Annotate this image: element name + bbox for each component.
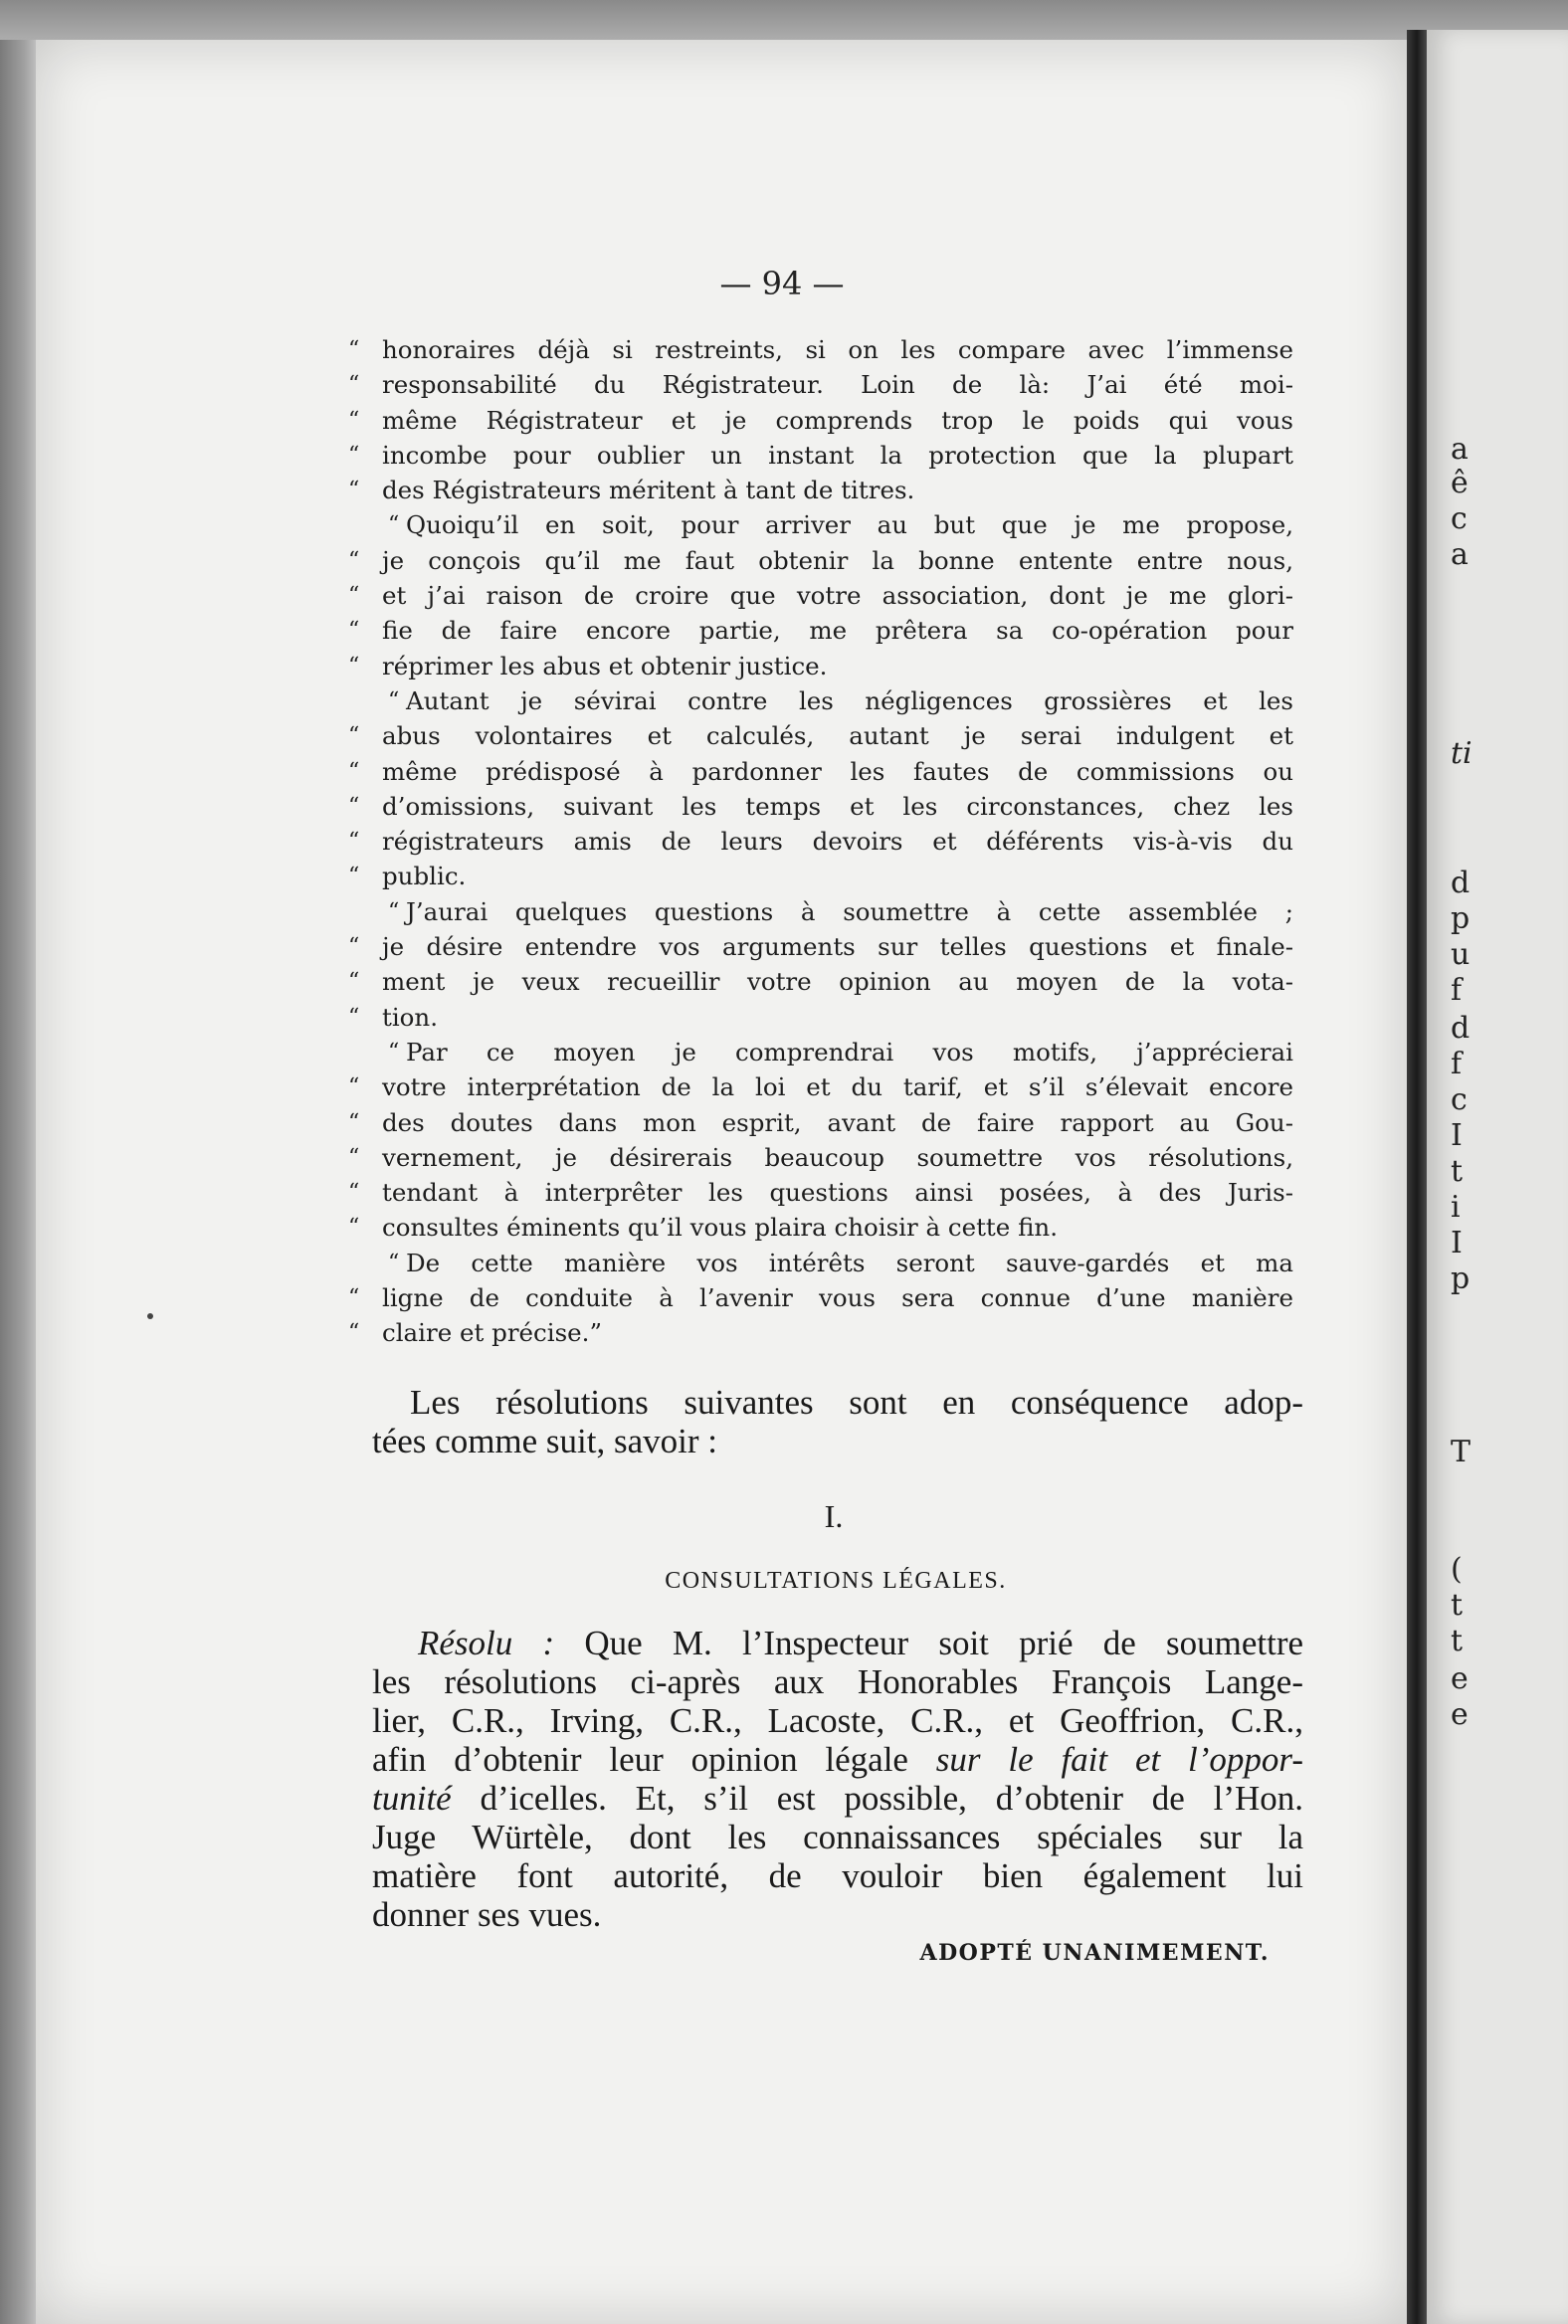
facing-page-letter: I (1451, 1118, 1463, 1153)
quote-mark: “ (348, 1004, 360, 1030)
quote-line (348, 894, 1293, 929)
facing-page-letter: t (1451, 1624, 1464, 1658)
section-heading: CONSULTATIONS LÉGALES. (665, 1568, 1007, 1594)
resolution-line (372, 1740, 1303, 1779)
facing-page-letter: ti (1451, 736, 1472, 771)
quote-line (348, 964, 1293, 999)
quote-text: ligne de conduite à l’avenir vous sera connue d’une manière (382, 1283, 1293, 1313)
quote-mark: “ (348, 793, 360, 819)
quote-line (348, 754, 1293, 789)
page-number: — 94 — (719, 265, 845, 302)
facing-page-letter: e (1451, 1661, 1469, 1696)
quote-mark: “ (348, 934, 360, 960)
resolution-text: afin d’obtenir leur opinion légale (372, 1740, 908, 1779)
quote-text: d’omissions, suivant les temps et les circonstances, chez les (382, 791, 1293, 821)
facing-page-letter: p (1451, 1261, 1470, 1296)
quote-mark: “ (388, 512, 400, 538)
facing-page-letter: c (1451, 501, 1468, 536)
resolution-paragraph (372, 1624, 1303, 1934)
quote-mark: “ (348, 442, 360, 468)
quote-line (348, 507, 1293, 542)
quote-line (348, 929, 1293, 964)
quote-text: consultes éminents qu’il vous plaira choisir à cette fin. (382, 1213, 1058, 1243)
facing-page-letter: a (1451, 432, 1469, 467)
quote-mark: “ (348, 618, 360, 644)
adopted-label: ADOPTÉ UNANIMEMENT. (919, 1940, 1270, 1966)
quote-text: même Régistrateur et je comprends trop le poids qui vous (382, 405, 1293, 435)
quote-text: Autant je sévirai contre les négligences grossières et les (406, 685, 1293, 715)
quote-line (348, 438, 1293, 473)
quote-line (348, 1315, 1293, 1350)
facing-page-letter: i (1451, 1190, 1461, 1225)
resolution-text: Que M. l’Inspecteur soit prié de soumettre (584, 1624, 1304, 1662)
facing-page-letter: a (1451, 537, 1469, 572)
facing-page-letter: d (1451, 866, 1470, 900)
quote-line (348, 824, 1293, 859)
quote-line (348, 1105, 1293, 1140)
quote-line (348, 473, 1293, 507)
facing-page-letter: t (1451, 1588, 1464, 1623)
resolution-italic: tunité (372, 1779, 452, 1818)
quote-line (348, 367, 1293, 402)
quote-mark: “ (348, 337, 360, 362)
quote-mark: “ (348, 547, 360, 573)
quote-mark: “ (348, 723, 360, 749)
resolution-italic: sur le fait et l’oppor- (935, 1740, 1304, 1779)
quote-mark: “ (348, 829, 360, 855)
quote-line (348, 403, 1293, 438)
quote-text: même prédisposé à pardonner les fautes de commissions ou (382, 756, 1293, 786)
facing-page-letter: ê (1451, 466, 1469, 500)
quote-line (348, 1140, 1293, 1175)
book-left-edge (0, 40, 40, 2324)
facing-page-letter: u (1451, 937, 1470, 972)
quote-text: public. (382, 862, 467, 891)
facing-page-edge (1427, 30, 1568, 2324)
quote-text: vernement, je désirerais beaucoup soumettre vos résolutions, (382, 1142, 1293, 1172)
quote-text: responsabilité du Régistrateur. Loin de là: J’ai été moi- (382, 370, 1293, 400)
resolutions-intro (372, 1383, 1303, 1460)
resolution-line: lier, C.R., Irving, C.R., Lacoste, C.R., et Geoffrion, C.R., (372, 1701, 1303, 1740)
resolution-line (372, 1624, 1303, 1662)
resolution-line: les résolutions ci-après aux Honorables François Lange- (372, 1662, 1303, 1701)
quote-text: des doutes dans mon esprit, avant de faire rapport au Gou- (382, 1107, 1293, 1137)
facing-page-letter: T (1451, 1435, 1471, 1469)
quote-mark: “ (348, 372, 360, 398)
facing-page-letter: f (1451, 973, 1463, 1008)
quote-text: Par ce moyen je comprendrai vos motifs, j’apprécierai (406, 1037, 1293, 1066)
quote-mark: “ (348, 478, 360, 503)
quote-mark: “ (348, 1320, 360, 1346)
quote-mark: “ (388, 687, 400, 713)
intro-line: Les résolutions suivantes sont en conséquence adop- (410, 1383, 1303, 1422)
facing-page-letter: t (1451, 1154, 1464, 1189)
quote-mark: “ (348, 1074, 360, 1100)
quote-text: De cette manière vos intérêts seront sauve-gardés et ma (406, 1248, 1293, 1277)
quote-mark: “ (348, 1144, 360, 1170)
quote-text: régistrateurs amis de leurs devoirs et déférents vis-à-vis du (382, 827, 1293, 857)
quote-text: et j’ai raison de croire que votre association, dont je me glori- (382, 581, 1293, 611)
quote-line (348, 859, 1293, 893)
quote-mark: “ (348, 583, 360, 609)
quote-line (348, 578, 1293, 613)
quote-line (348, 683, 1293, 718)
resolution-line: donner ses vues. (372, 1895, 602, 1934)
quote-mark: “ (348, 1109, 360, 1135)
quote-text: tion. (382, 1002, 438, 1032)
quote-text: fie de faire encore partie, me prêtera sa co-opération pour (382, 616, 1293, 646)
facing-page-letter: f (1451, 1047, 1463, 1081)
quote-mark: “ (388, 1039, 400, 1065)
quote-text: ment je veux recueillir votre opinion au moyen de la vota- (382, 967, 1293, 997)
scan-speck (147, 1313, 153, 1319)
resolution-line: Juge Würtèle, dont les connaissances spéciales sur la (372, 1818, 1303, 1856)
quote-text: Quoiqu’il en soit, pour arriver au but que je me propose, (406, 510, 1293, 540)
quote-text: abus volontaires et calculés, autant je serai indulgent et (382, 721, 1293, 751)
quote-line (348, 1246, 1293, 1280)
quote-mark: “ (348, 1285, 360, 1311)
facing-page-letter: e (1451, 1697, 1469, 1732)
quote-mark: “ (348, 1215, 360, 1241)
resolution-text: d’icelles. Et, s’il est possible, d’obtenir de l’Hon. (480, 1779, 1304, 1818)
scan-top-edge (0, 0, 1568, 44)
quote-line (348, 332, 1293, 367)
quote-line (348, 1035, 1293, 1069)
quote-mark: “ (348, 969, 360, 995)
quote-mark: “ (348, 758, 360, 784)
quote-mark: “ (348, 653, 360, 678)
quote-line (348, 718, 1293, 753)
quote-line (348, 649, 1293, 683)
facing-page-letter: I (1451, 1226, 1463, 1260)
quote-text: je conçois qu’il me faut obtenir la bonne entente entre nous, (382, 545, 1293, 575)
resolution-line (372, 1779, 1303, 1818)
quote-text: des Régistrateurs méritent à tant de titres. (382, 476, 915, 505)
quote-mark: “ (388, 1250, 400, 1275)
facing-page-letter: p (1451, 901, 1470, 936)
resolution-line: matière font autorité, de vouloir bien également lui (372, 1856, 1303, 1895)
quote-line (348, 1069, 1293, 1104)
quote-line (348, 1280, 1293, 1315)
section-number: I. (824, 1498, 844, 1534)
quote-text: claire et précise.” (382, 1318, 602, 1348)
quote-text: honoraires déjà si restreints, si on les compare avec l’immense (382, 335, 1293, 364)
quote-line (348, 1000, 1293, 1035)
quote-text: votre interprétation de la loi et du tarif, et s’il s’élevait encore (382, 1072, 1293, 1102)
quote-line (348, 613, 1293, 648)
quote-line (348, 1175, 1293, 1210)
facing-page-letter: ( (1451, 1552, 1463, 1587)
quote-mark: “ (388, 898, 400, 924)
quote-text: je désire entendre vos arguments sur telles questions et finale- (382, 932, 1293, 962)
quote-line (348, 789, 1293, 824)
book-gutter (1407, 30, 1427, 2324)
quote-line (348, 1210, 1293, 1245)
resolution-label: Résolu : (418, 1624, 555, 1662)
intro-line: tées comme suit, savoir : (372, 1422, 718, 1460)
quote-text: réprimer les abus et obtenir justice. (382, 651, 828, 680)
quote-mark: “ (348, 864, 360, 889)
facing-page-letter: c (1451, 1082, 1468, 1117)
quoted-speech (348, 332, 1293, 1351)
quote-mark: “ (348, 1180, 360, 1206)
quote-line (348, 543, 1293, 578)
quote-mark: “ (348, 407, 360, 433)
facing-page-letter: d (1451, 1011, 1470, 1046)
quote-text: tendant à interprêter les questions ainsi posées, à des Juris- (382, 1178, 1293, 1208)
quote-text: incombe pour oublier un instant la protection que la plupart (382, 440, 1293, 470)
quote-text: J’aurai quelques questions à soumettre à cette assemblée ; (406, 896, 1293, 926)
